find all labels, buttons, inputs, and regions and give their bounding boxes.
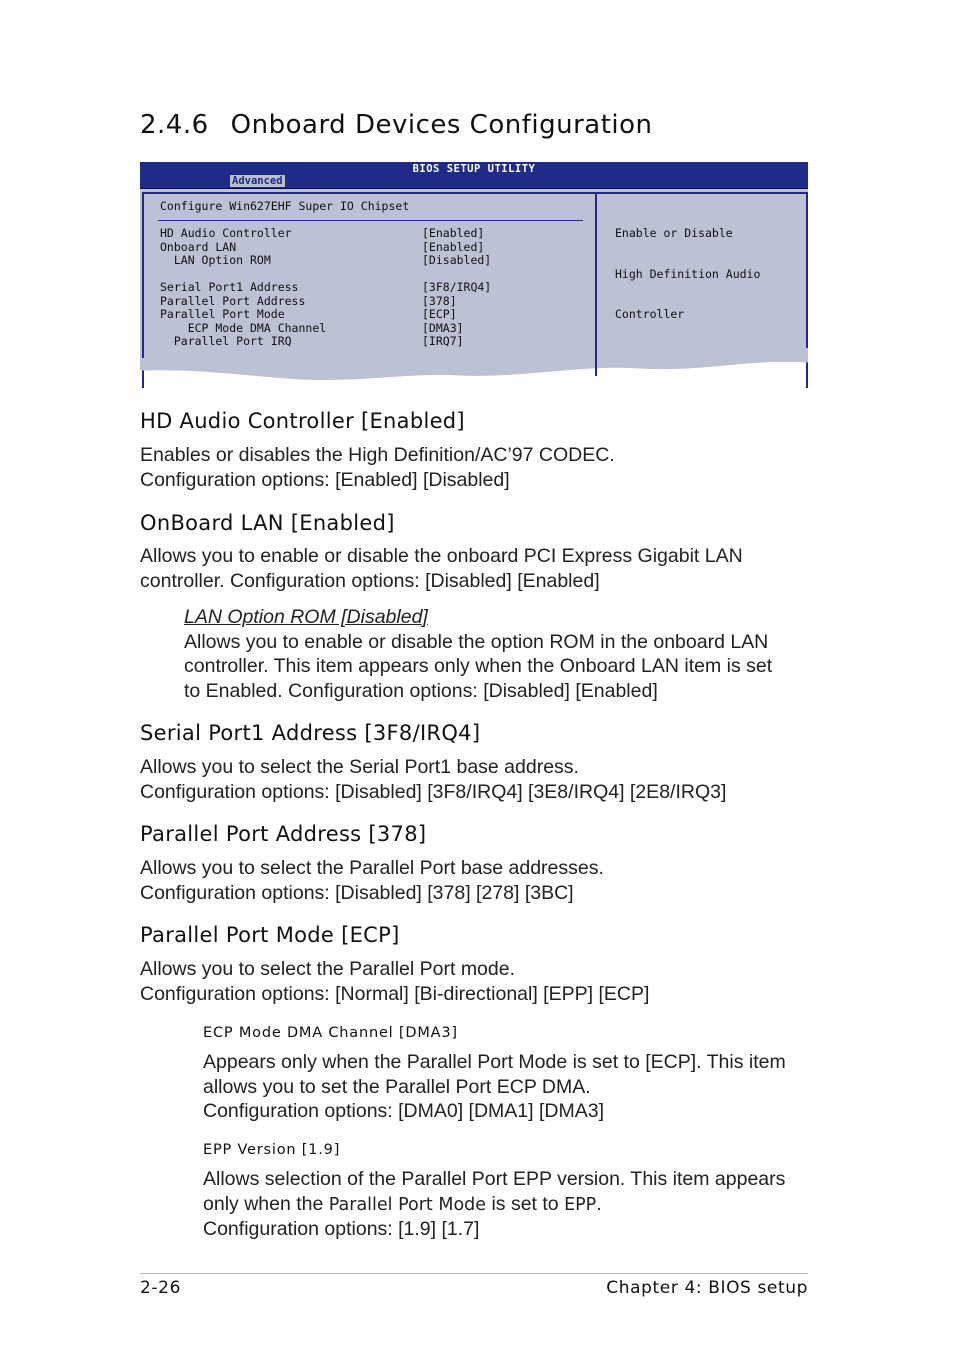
text-line: Allows you to enable or disable the onboard PCI Express Gigabit LAN xyxy=(140,545,743,567)
bios-item-label: ECP Mode DMA Channel xyxy=(160,320,327,335)
serial-description xyxy=(140,755,820,804)
text-line: Allows you to select the Serial Port1 base address. xyxy=(140,756,579,778)
bios-item-label: LAN Option ROM xyxy=(160,253,271,267)
bios-item-parallel-irq[interactable] xyxy=(160,335,590,349)
bios-item-label: Parallel Port Mode xyxy=(160,307,285,321)
page-number: 2-26 xyxy=(140,1278,181,1298)
text-line xyxy=(203,1192,823,1218)
bios-item-value: [ECP] xyxy=(422,307,457,321)
text-line: Configuration options: [Disabled] [3F8/IRQ4] [3E8/IRQ4] [2E8/IRQ3] xyxy=(140,780,727,803)
bios-item-parallel-mode[interactable] xyxy=(160,308,590,322)
inline-term-parallel-port-mode: Parallel Port Mode xyxy=(328,1194,487,1215)
text-line: Appears only when the Parallel Port Mode is set to [ECP]. This item xyxy=(203,1051,786,1073)
bios-item-value: [Enabled] xyxy=(422,239,485,254)
section-number: 2.4.6 xyxy=(140,110,209,140)
bios-item-label: Onboard LAN xyxy=(160,239,237,254)
bios-help-line: Controller xyxy=(615,307,685,321)
text-line: Allows you to enable or disable the option ROM in the onboard LAN xyxy=(184,630,769,653)
torn-edge xyxy=(140,348,808,388)
heading-parallel-mode: Parallel Port Mode [ECP] xyxy=(140,923,400,947)
heading-parallel-address: Parallel Port Address [378] xyxy=(140,822,427,846)
bios-item-label: HD Audio Controller xyxy=(160,226,292,240)
epp-description xyxy=(203,1167,823,1242)
text-line: Configuration options: [1.9] [1.7] xyxy=(203,1218,480,1240)
text-line: Configuration options: [DMA0] [DMA1] [DMA3] xyxy=(203,1100,604,1122)
subheading-ecp-dma: ECP Mode DMA Channel [DMA3] xyxy=(203,1025,458,1041)
bios-item-label: Serial Port1 Address xyxy=(160,280,299,294)
bios-item-hd-audio[interactable] xyxy=(160,227,590,241)
bios-item-value: [DMA3] xyxy=(422,320,464,335)
text-line: allows you to set the Parallel Port ECP DMA. xyxy=(203,1075,591,1098)
text-line: Allows you to select the Parallel Port base addresses. xyxy=(140,857,604,879)
bios-screenshot xyxy=(140,162,808,388)
text-line: Allows you to select the Parallel Port mode. xyxy=(140,958,516,980)
bios-item-lan-option-rom[interactable] xyxy=(160,254,590,268)
subheading-lan-rom: LAN Option ROM [Disabled] xyxy=(184,606,428,628)
parallel-address-description xyxy=(140,856,820,905)
footer-rule xyxy=(140,1273,808,1274)
inline-term-epp: EPP xyxy=(564,1194,597,1215)
ecp-dma-description xyxy=(203,1050,823,1124)
bios-help-text xyxy=(615,200,760,349)
subheading-epp-version: EPP Version [1.9] xyxy=(203,1142,341,1158)
text-span: is set to xyxy=(486,1192,565,1215)
bios-title-underline xyxy=(158,220,583,221)
text-line: Allows selection of the Parallel Port EPP version. This item appears xyxy=(203,1168,786,1190)
heading-onboard-lan: OnBoard LAN [Enabled] xyxy=(140,511,395,535)
text-line: Configuration options: [Normal] [Bi-directional] [EPP] [ECP] xyxy=(140,982,650,1005)
bios-item-label: Parallel Port Address xyxy=(160,293,306,308)
text-line: Configuration options: [Disabled] [378] [278] [3BC] xyxy=(140,881,574,904)
heading-serial-port1: Serial Port1 Address [3F8/IRQ4] xyxy=(140,721,481,745)
bios-item-label: Parallel Port IRQ xyxy=(160,334,292,348)
bios-help-line: High Definition Audio xyxy=(615,266,761,281)
bios-item-value: [IRQ7] xyxy=(422,334,464,348)
bios-utility-title: BIOS SETUP UTILITY xyxy=(412,163,536,175)
onboard-lan-description xyxy=(140,544,820,593)
bios-item-value: [Enabled] xyxy=(422,226,485,240)
text-span: only when the xyxy=(203,1192,329,1215)
text-line: controller. Configuration options: [Disabled] [Enabled] xyxy=(140,569,600,592)
bios-header xyxy=(140,162,808,189)
bios-help-line: Enable or Disable xyxy=(615,226,733,240)
section-title xyxy=(140,110,653,140)
bios-item-value: [Disabled] xyxy=(422,253,492,267)
lan-rom-section xyxy=(184,605,824,703)
bios-item-value: [3F8/IRQ4] xyxy=(422,280,492,294)
text-line: Enables or disables the High Definition/AC’97 CODEC. xyxy=(140,444,615,466)
bios-item-serial-port1[interactable] xyxy=(160,281,590,295)
text-line: controller. This item appears only when the Onboard LAN item is set xyxy=(184,655,773,677)
hd-audio-description xyxy=(140,443,820,492)
bios-item-value: [378] xyxy=(422,293,457,308)
chapter-label: Chapter 4: BIOS setup xyxy=(606,1278,808,1298)
parallel-mode-description xyxy=(140,957,820,1006)
text-line: to Enabled. Configuration options: [Disabled] [Enabled] xyxy=(184,679,658,702)
tab-advanced[interactable]: Advanced xyxy=(232,175,283,187)
text-span: . xyxy=(596,1192,602,1215)
text-line: Configuration options: [Enabled] [Disabled] xyxy=(140,468,510,491)
heading-hd-audio: HD Audio Controller [Enabled] xyxy=(140,409,465,433)
bios-panel-title: Configure Win627EHF Super IO Chipset xyxy=(160,199,410,213)
section-title-text: Onboard Devices Configuration xyxy=(230,110,653,140)
